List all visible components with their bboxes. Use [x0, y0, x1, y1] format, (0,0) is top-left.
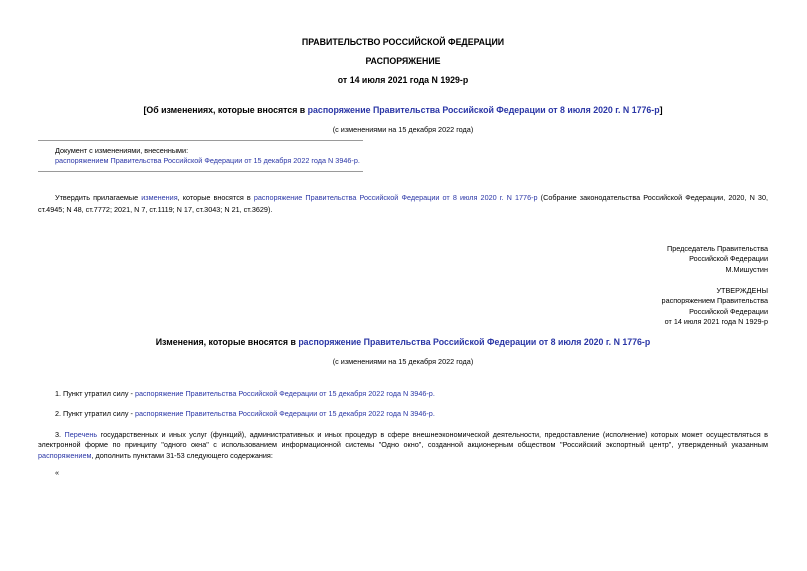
approval-line-3: Российской Федерации — [689, 306, 768, 316]
item-text: 2. Пункт утратил силу - — [55, 408, 135, 418]
changes-heading-prefix: Изменения, которые вносятся в — [155, 337, 299, 347]
changes-revision-note: (с изменениями на 15 декабря 2022 года) — [332, 356, 474, 366]
base-order-link[interactable]: распоряжение Правительства Российской Федерации от 8 июля 2020 г. N 1776-р — [253, 193, 538, 202]
main-text-1: Утвердить прилагаемые — [55, 193, 142, 202]
signature-name: М.Мишустин — [725, 264, 768, 274]
changes-heading-link[interactable]: распоряжение Правительства Российской Федерации от 8 июля 2020 г. N 1776-р — [298, 337, 651, 347]
title-prefix: [Об изменениях, которые вносятся в — [143, 105, 308, 115]
signature-position: Председатель Правительства — [667, 243, 768, 253]
approval-line-2: распоряжением Правительства — [661, 296, 768, 306]
changes-link[interactable]: распоряжением Правительства Российской Федерации от 15 декабря 2022 года N 3946-р. — [55, 156, 360, 165]
main-text-2: , которые вносятся в — [177, 193, 254, 202]
approval-line-1: УТВЕРЖДЕНЫ — [716, 285, 768, 295]
list-item — [38, 430, 768, 462]
document-title — [38, 104, 768, 116]
item-tail: , дополнить пунктами 31-53 следующего содержания: — [91, 450, 273, 460]
divider-top — [38, 140, 363, 141]
opening-quote: « — [55, 468, 60, 477]
signature-block — [667, 244, 768, 276]
services-list-link[interactable]: Перечень — [64, 429, 98, 439]
main-paragraph — [38, 192, 768, 216]
divider-bottom — [38, 171, 363, 172]
item-number: 3. — [55, 429, 65, 439]
list-item — [38, 408, 768, 419]
title-suffix: ] — [659, 105, 663, 115]
document-type: РАСПОРЯЖЕНИЕ — [365, 56, 441, 66]
approval-block — [662, 286, 768, 328]
issuer-heading: ПРАВИТЕЛЬСТВО РОССИЙСКОЙ ФЕДЕРАЦИИ — [301, 37, 505, 47]
order-reference-link[interactable]: распоряжением — [38, 450, 92, 460]
main-text-3: (Собрание законодательства Российской Федерации, 2020, N 30, ст.4945; N 48, ст.7772; 2021, N 7, ст.1119; N 17, ст.3043; N 21, ст.3629). — [38, 193, 768, 214]
item-text: 1. Пункт утратил силу - — [55, 388, 135, 398]
approval-line-4: от 14 июля 2021 года N 1929-р — [664, 317, 768, 327]
changes-heading — [38, 336, 768, 348]
item-link[interactable]: распоряжение Правительства Российской Федерации от 15 декабря 2022 года N 3946-р. — [134, 388, 435, 398]
item-link[interactable]: распоряжение Правительства Российской Федерации от 15 декабря 2022 года N 3946-р. — [134, 408, 435, 418]
title-link[interactable]: распоряжение Правительства Российской Федерации от 8 июля 2020 г. N 1776-р — [307, 105, 660, 115]
revision-note: (с изменениями на 15 декабря 2022 года) — [332, 125, 474, 134]
signature-body: Российской Федерации — [689, 254, 768, 264]
list-item — [38, 388, 768, 399]
document-date-number: от 14 июля 2021 года N 1929-р — [337, 75, 469, 85]
changes-annex-link[interactable]: изменения — [141, 193, 178, 202]
item-text: государственных и иных услуг (функций), административных и иных процедур в сфере внешнеэкономической деятельности, предоставление (исполнение) которых может осуществляться в электронной форме по принципу "одного окна" с использованием информационной системы "Одно окно", созданной акционерным обществом "Российский экспортный центр", утвержденный указанным — [38, 429, 769, 449]
changes-label: Документ с изменениями, внесенными: — [55, 146, 189, 155]
